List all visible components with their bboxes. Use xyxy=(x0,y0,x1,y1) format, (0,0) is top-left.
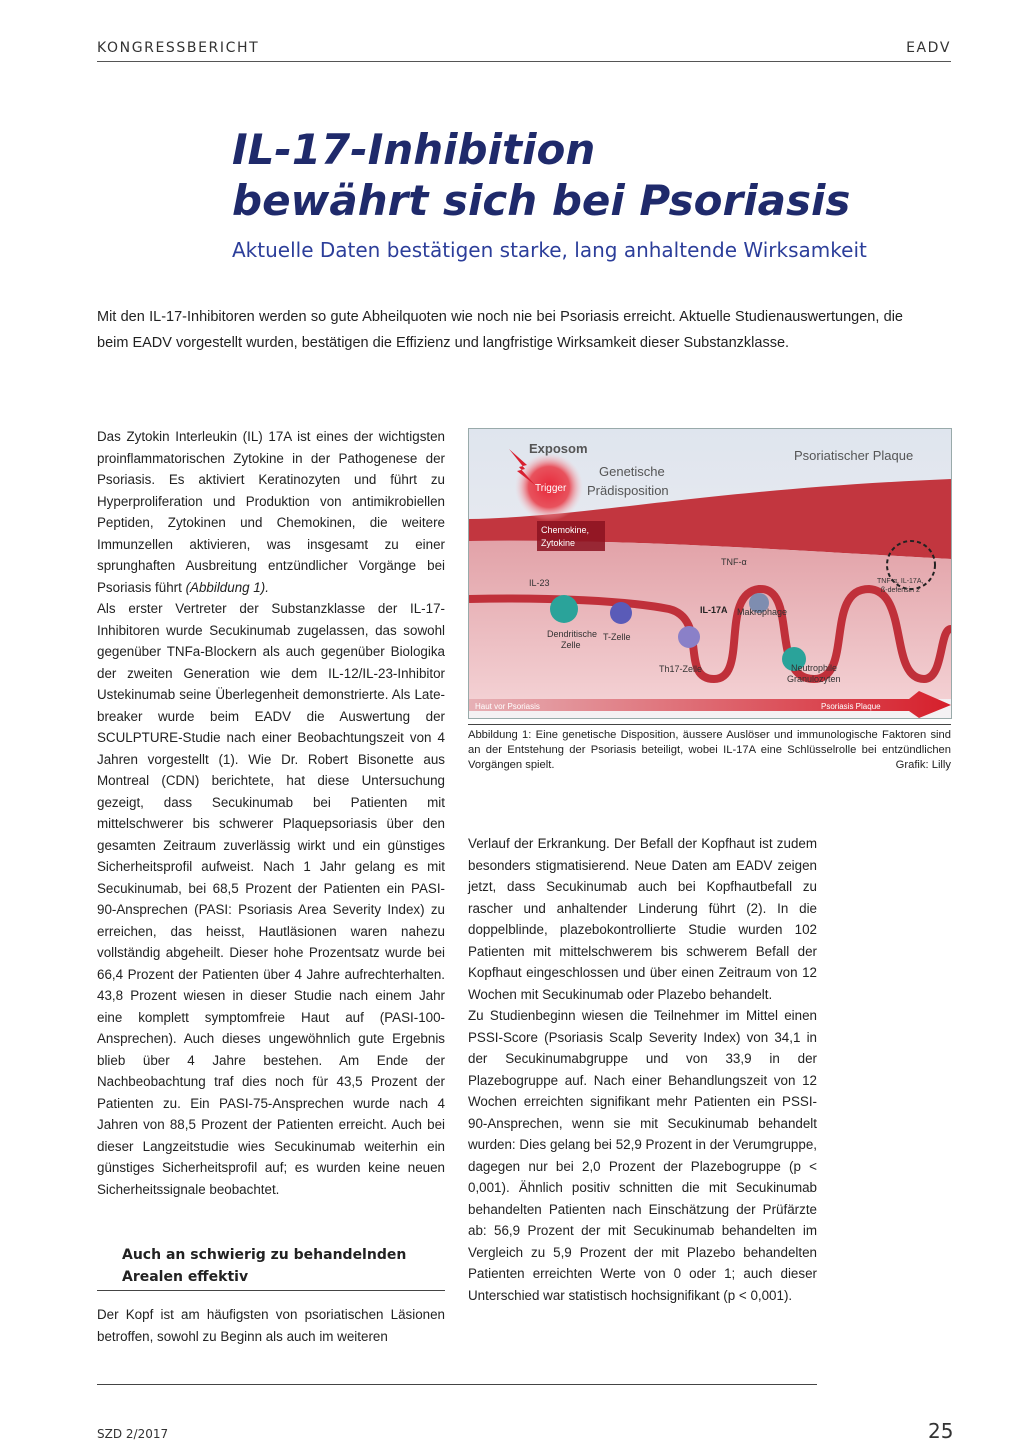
journal-issue: SZD 2/2017 xyxy=(97,1427,169,1441)
label-genetische: Genetische xyxy=(599,464,665,479)
caption-text: Abbildung 1: Eine genetische Disposition, äussere Auslöser und immunologische Faktoren sind an der Entstehung der Psoriasis beteiligt, wobei IL-17A eine Schlüsselrolle bei entzündlichen Vorgängen spielt. xyxy=(468,729,951,771)
label-th17: Th17-Zelle xyxy=(659,664,703,674)
label-zelle: Zelle xyxy=(561,640,581,650)
body-column-2 xyxy=(468,833,817,1306)
label-inset-1: TNF-α, IL-17A, xyxy=(877,578,924,585)
psoriasis-pathogenesis-figure xyxy=(468,428,952,719)
title-line-1: IL-17-Inhibition xyxy=(232,125,596,174)
running-header-congress: EADV xyxy=(906,40,951,56)
figure-credit: Grafik: Lilly xyxy=(895,759,951,771)
label-trigger: Trigger xyxy=(535,483,567,494)
label-makrophage: Makrophage xyxy=(737,607,788,617)
th17-cell-icon xyxy=(678,626,700,648)
article-subtitle: Aktuelle Daten bestätigen starke, lang anhaltende Wirksamkeit xyxy=(232,238,867,262)
label-praedisposition: Prädisposition xyxy=(587,483,669,498)
label-tzelle: T-Zelle xyxy=(603,632,631,642)
label-tnf: TNF-α xyxy=(721,557,747,567)
section-heading-rule xyxy=(97,1290,445,1291)
label-zytokine: Zytokine xyxy=(541,538,576,548)
label-neutrophile: Neutrophile xyxy=(791,663,838,673)
paragraph-scalp-study: Verlauf der Erkrankung. Der Befall der Kopfhaut ist zudem besonders stigmatisierend. Neue Daten am EADV zeigen jetzt, dass Secukinumab auch bei Kopfhautbefall zu rascher und anhaltender Linderung führt (2). In die doppelblinde, plazebokontrollierte Studie wurden 102 Patienten mit mittelschwerem bis schwerem Befall der Kopfhaut eingeschlossen und über einen Zeitraum von 12 Wochen mit Secukinumab oder Plazebo behandelt. xyxy=(468,836,817,1002)
header-rule xyxy=(97,61,951,62)
paragraph-sculpture: Als erster Vertreter der Substanzklasse der IL-17-Inhibitoren wurde Secukinumab zugelassen, das sowohl gegenüber TNFa-Blockern als auch gegenüber Biologika der zweiten Generation wie dem IL-12/IL-23-Inhibitor Ustekinumab seine Überlegenheit demonstrierte. Als Late-breaker wurde beim EADV die Auswertung der SCULPTURE-Studie nach einer Beobachtungszeit von 4 Jahren vorgestellt (1). Wie Dr. Robert Bisonette aus Montreal (CDN) berichtete, hat diese Untersuchung gezeigt, dass Secukinumab bei Patienten mit mittelschwerer bis schwerer Plaquepsoriasis über den gesamten Zeitraum zuverlässig wirkt und ein günstiges Sicherheitsprofil aufweist. Nach 1 Jahr gelang es mit Secukinumab, bei 68,5 Prozent der Patienten ein PASI-90-Ansprechen (PASI: Psoriasis Area Severity Index) zu erreichen, das heisst, Hautläsionen waren nahezu vollständig abgeheilt. Dieser hohe Prozentsatz wurde bei 66,4 Prozent der Patienten über 4 Jahre aufrechterhalten. 43,8 Prozent wiesen in dieser Studie nach einem Jahr eine komplett symptomfreie Haut auf (PASI-100-Ansprechen). Auch dieses ungewöhnlich gute Ergebnis blieb über 4 Jahre bestehen. Am Ende der Nachbeobachtung traf dies noch für 43,5 Prozent der Patienten zu. Ein PASI-75-Ansprechen wurde nach 4 Jahren von 88,5 Prozent der Patienten erreicht. Auch bei dieser Langzeitstudie wies Secukinumab weiterhin ein günstiges Sicherheitsprofil auf; es wurden keine neuen Sicherheitssignale beobachtet. xyxy=(97,601,445,1197)
t-cell-icon xyxy=(610,602,632,624)
label-chemokine: Chemokine, xyxy=(541,525,590,535)
label-inset-2: ß-defensin 2 xyxy=(881,587,920,594)
label-exposom: Exposom xyxy=(529,441,588,456)
title-line-2: bewährt sich bei Psoriasis xyxy=(232,176,851,225)
footer-rule xyxy=(97,1384,817,1385)
figure-caption xyxy=(468,728,951,773)
label-haut: Haut vor Psoriasis xyxy=(475,702,540,711)
running-header-section: KONGRESSBERICHT xyxy=(97,40,260,56)
caption-rule xyxy=(468,724,951,725)
label-il17a: IL-17A xyxy=(700,605,728,615)
figure-reference: (Abbildung 1). xyxy=(185,579,269,595)
lead-paragraph: Mit den IL-17-Inhibitoren werden so gute Abheilquoten wie noch nie bei Psoriasis erreicht. Aktuelle Studienauswertungen, die beim EADV vorgestellt wurden, bestätigen die Effizienz und langfristige Wirksamkeit dieser Substanzklasse. xyxy=(97,309,903,351)
article-title xyxy=(232,124,850,226)
paragraph-intro: Das Zytokin Interleukin (IL) 17A ist eines der wichtigsten proinflammatorischen Zytokine in der Pathogenese der Psoriasis. Es aktiviert Keratinozyten und führt zu Hyperproliferation und Produktion von antimikrobiellen Peptiden, Zytokinen und Chemokinen, die weitere Immunzellen aktivieren, was insgesamt zu einer sprunghaften Ausbreitung entzündlicher Vorgänge bei Psoriasis führt (Abbildung 1). xyxy=(97,429,445,595)
label-plaque-bar: Psoriasis Plaque xyxy=(821,702,881,711)
body-column-1 xyxy=(97,426,445,1200)
dendritic-cell-icon xyxy=(550,595,578,623)
label-il23: IL-23 xyxy=(529,578,550,588)
paragraph-scalp-intro: Der Kopf ist am häufigsten von psoriatischen Läsionen betroffen, sowohl zu Beginn als auch im weiteren xyxy=(97,1307,445,1344)
section-heading: Auch an schwierig zu behandelnden Arealen effektiv xyxy=(122,1247,407,1285)
paragraph-pssi-results: Zu Studienbeginn wiesen die Teilnehmer im Mittel einen PSSI-Score (Psoriasis Scalp Severity Index) von 34,1 in der Secukinumabgruppe und von 33,9 in der Plazebogruppe auf. Nach einer Behandlungszeit von 12 Wochen erreichten signifikant mehr Patienten ein PSSI-90-Ansprechen, wenn sie mit Secukinumab behandelt wurden: Dies gelang bei 52,9 Prozent in der Verumgruppe, dagegen nur bei 2,0 Prozent der Plazebogruppe (p < 0,001). Ähnlich positiv schnitten die mit Secukinumab behandelten Patienten nach Einschätzung der Prüfärzte ab: 56,9 Prozent der mit Secukinumab behandelten im Vergleich zu 5,9 Prozent der mit Plazebo behandelten Patienten erreichten Werte von 0 oder 1; auch dieser Unterschied war statistisch hochsignifikant (p < 0,001). xyxy=(468,1008,817,1303)
page-number: 25 xyxy=(928,1419,954,1443)
figure-illustration xyxy=(469,429,951,718)
label-plaque: Psoriatischer Plaque xyxy=(794,448,914,463)
label-granulozyten: Granulozyten xyxy=(787,674,841,684)
label-dendritische: Dendritische xyxy=(547,629,598,639)
